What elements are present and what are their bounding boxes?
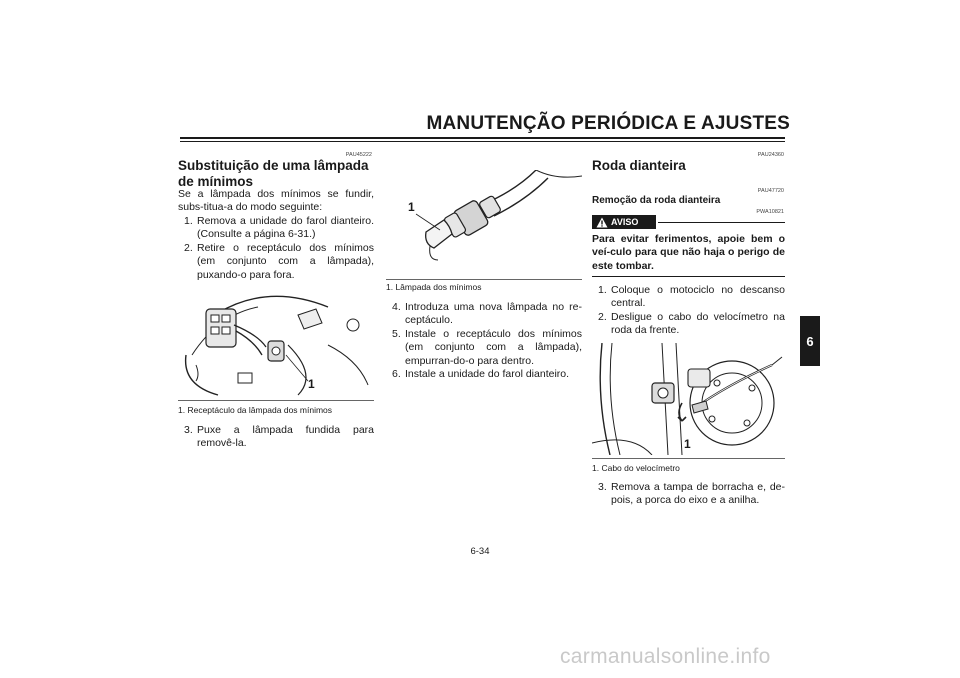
caption-rule [592,458,785,459]
warning-code: PWA10821 [756,209,784,215]
figure-callout: 1 [408,200,415,214]
list-item: 5. Instale o receptáculo dos mínimos (em conjunto com a lâmpada), empurran-do-o para dentro. [392,327,582,367]
section-heading: Roda dianteira [592,158,686,173]
figure-caption: 1. Receptáculo da lâmpada dos mínimos [178,405,333,415]
figure-position-light-receptacle [178,285,374,397]
steps-list [386,301,582,381]
subsection-code: PAU47720 [757,188,784,194]
section-intro: Se a lâmpada dos mínimos se fundir, subs-titua-a do modo seguinte: [178,188,374,214]
section-code: PAU24360 [757,152,784,158]
list-item: 4. Introduza uma nova lâmpada no re-ceptáculo. [392,301,582,327]
figure-callout: 1 [308,377,315,391]
list-item: 3. Remova a tampa de borracha e, de-pois, a porca do eixo e a anilha. [598,481,785,507]
figure-caption: 1. Lâmpada dos mínimos [386,282,482,292]
steps-list-continued [178,424,374,451]
list-item: 1. Remova a unidade do farol dianteiro. (Consulte a página 6-31.) [184,215,374,241]
page-number: 6-34 [470,546,490,557]
steps-list-continued [592,481,785,508]
figure-position-bulb [386,170,582,275]
steps-list [178,215,374,282]
warning-text: Para evitar ferimentos, apoie bem o veí-culo para que não haja o perigo de este tombar. [592,233,785,272]
steps-list [592,284,785,338]
caption-rule [386,279,582,280]
callout-leader-line [414,212,444,232]
warning-badge [592,215,656,229]
header-rule-thin [180,141,785,142]
warning-triangle-icon [596,217,608,228]
list-item: 2. Retire o receptáculo dos mínimos (em conjunto com a lâmpada), puxando-o para fora. [184,241,374,281]
watermark: carmanualsonline.info [560,645,771,668]
list-item: 3. Puxe a lâmpada fundida para removê-la. [184,424,374,450]
figure-callout: 1 [684,437,691,451]
list-item: 6. Instale a unidade do farol dianteiro. [392,368,570,381]
headlight-receptacle-illustration [178,285,374,397]
chapter-title: MANUTENÇÃO PERIÓDICA E AJUSTES [426,113,790,134]
figure-caption: 1. Cabo do velocímetro [592,463,680,473]
section-heading: Substituição de uma lâmpada de mínimos [178,158,369,189]
list-item: 1. Coloque o motociclo no descanso central. [598,284,785,310]
header-rule [180,137,785,139]
warning-label: AVISO [611,217,639,227]
chapter-tab[interactable]: 6 [800,316,820,366]
subsection-heading: Remoção da roda dianteira [592,195,721,206]
section-code: PAU45222 [345,152,372,158]
list-item: 2. Desligue o cabo do velocímetro na roda da frente. [598,310,785,337]
figure-speedometer-cable [592,343,785,455]
warning-header [592,215,785,229]
warning-rule [658,222,785,223]
caption-rule [178,400,374,401]
warning-bottom-rule [592,276,785,277]
